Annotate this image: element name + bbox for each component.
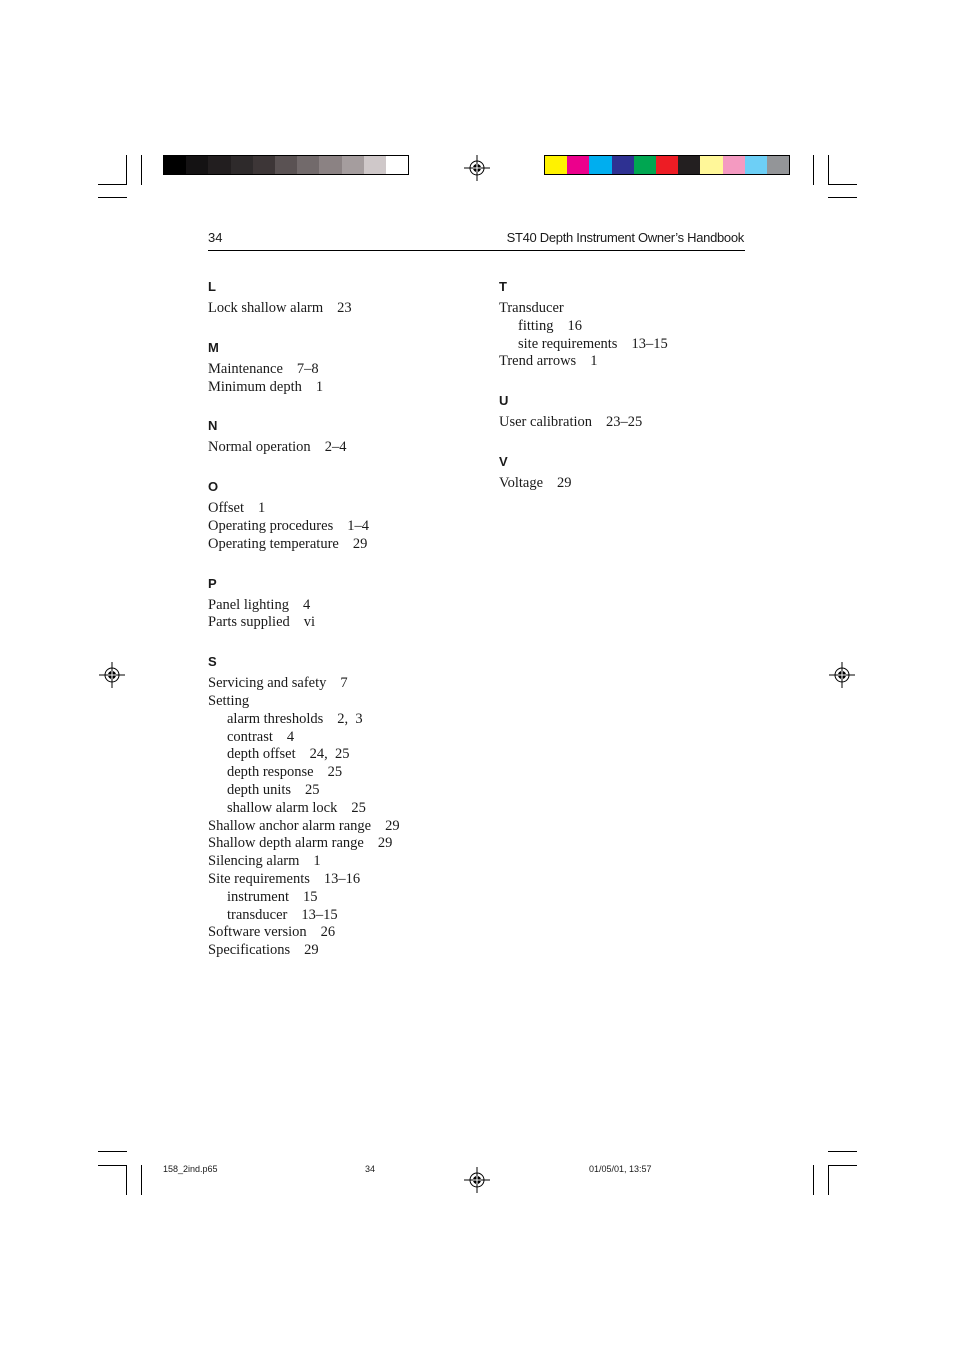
index-page-ref: 26 [320,924,336,941]
color-swatch [767,156,789,174]
index-page-ref: 4 [286,728,295,745]
index-subentry [208,746,468,764]
index-term: User calibration [499,414,593,431]
index-entry [208,924,468,942]
index-term: fitting [518,317,554,334]
color-swatch [700,156,722,174]
color-swatch [386,156,408,174]
index-page-ref: 1 [590,353,598,370]
color-swatch [545,156,567,174]
index-section [499,390,759,432]
index-subentry [208,711,468,729]
index-term: Specifications [208,942,291,959]
index-letter-heading: T [499,279,507,294]
index-subentry [499,318,759,336]
index-term: Parts supplied [208,614,290,631]
index-entry [208,942,468,960]
index-letter-heading: O [208,479,219,495]
index-subentry [208,889,468,907]
color-swatch [231,156,253,174]
index-subentry [208,782,468,800]
index-section [208,573,468,633]
index-entry [208,675,468,693]
index-page-ref: vi [303,614,316,631]
index-term: Minimum depth [208,378,302,395]
index-entry [208,871,468,889]
index-term: Setting [208,692,250,709]
color-swatch [164,156,186,174]
header-rule [208,250,745,251]
index-subentry [208,800,468,818]
registration-mark-icon [99,662,125,688]
index-section [208,337,468,397]
index-page-ref: 29 [352,535,368,552]
index-term: transducer [227,906,288,923]
index-term: instrument [227,888,290,905]
index-term: Shallow depth alarm range [208,835,364,852]
index-subentry [208,729,468,747]
index-term: depth response [227,764,314,781]
index-term: Offset [208,500,244,517]
index-entry [499,475,759,493]
color-swatch [275,156,297,174]
color-swatch [656,156,678,174]
index-page-ref: 25 [351,799,366,816]
color-swatch [589,156,611,174]
index-entry [208,379,468,397]
index-subentry [499,336,759,354]
index-term: Servicing and safety [208,675,327,692]
color-swatch [253,156,275,174]
index-term: Normal operation [208,439,311,456]
running-header-title: ST40 Depth Instrument Owner’s Handbook [506,230,744,245]
index-page-ref: 25 [327,764,343,781]
slug-timestamp: 01/05/01, 13:57 [589,1164,652,1174]
index-entry [208,500,468,518]
index-letter-heading: L [208,279,216,294]
index-term: Transducer [499,300,564,316]
index-page-ref: 1 [257,500,266,517]
index-page-ref: 13–15 [631,335,668,352]
index-term: Silencing alarm [208,853,300,870]
index-page-ref: 23 [337,300,352,316]
index-page-ref: 29 [304,942,319,959]
color-swatch [678,156,700,174]
index-page-ref: 1–4 [347,517,369,534]
index-column-right [499,276,759,512]
index-page-ref: 1 [315,378,324,395]
index-entry [208,835,468,853]
index-page-ref: 24, 25 [309,746,350,763]
index-term: Operating temperature [208,535,339,552]
index-page-ref: 2–4 [324,439,347,456]
index-entry [208,853,468,871]
index-term: site requirements [518,335,618,352]
index-entry [499,300,759,318]
index-section [499,451,759,493]
index-term: Software version [208,924,307,941]
index-entry [208,361,468,379]
color-swatch [567,156,589,174]
grayscale-color-bar [163,155,409,175]
index-page-ref: 29 [385,817,400,834]
index-page-ref: 7 [340,675,348,692]
index-term: Voltage [499,474,544,491]
index-column-left [208,276,468,979]
page-number: 34 [208,230,223,245]
index-term: depth offset [227,746,296,763]
index-term: Operating procedures [208,517,334,534]
color-swatch [634,156,656,174]
index-page-ref: 29 [557,474,572,491]
index-section [208,651,468,960]
registration-mark-icon [464,1167,490,1193]
index-page-ref: 1 [313,853,321,870]
index-entry [208,439,468,457]
index-letter-heading: U [499,393,509,409]
index-section [208,415,468,457]
color-swatch [364,156,386,174]
index-entry [208,818,468,836]
index-entry [208,693,468,711]
index-term: Lock shallow alarm [208,300,324,316]
index-term: contrast [227,728,273,745]
slug-page: 34 [365,1164,376,1174]
color-swatch [319,156,341,174]
index-letter-heading: S [208,654,217,670]
index-page-ref: 23–25 [606,414,643,431]
index-page-ref: 16 [567,317,582,334]
index-letter-heading: M [208,339,219,355]
index-term: Site requirements [208,870,310,887]
index-page-ref: 15 [303,888,318,905]
index-page-ref: 13–16 [323,870,361,887]
slug-filename: 158_2ind.p65 [163,1164,218,1174]
process-color-bar [544,155,790,175]
registration-mark-icon [464,155,490,181]
index-term: Trend arrows [499,353,577,370]
index-entry [208,597,468,615]
index-page-ref: 13–15 [301,906,338,923]
index-section [208,276,468,318]
index-page-ref: 4 [302,596,311,613]
index-term: depth units [227,781,292,798]
index-section [208,476,468,553]
index-page-ref: 25 [305,781,320,798]
index-term: Panel lighting [208,596,289,613]
index-entry [499,414,759,432]
index-entry [208,518,468,536]
index-subentry [208,907,468,925]
color-swatch [723,156,745,174]
index-letter-heading: P [208,575,217,591]
index-term: Shallow anchor alarm range [208,817,372,834]
index-subentry [208,764,468,782]
color-swatch [342,156,364,174]
color-swatch [612,156,634,174]
index-term: alarm thresholds [227,710,324,727]
color-swatch [745,156,767,174]
index-page-ref: 7–8 [296,360,319,377]
color-swatch [208,156,230,174]
color-swatch [297,156,319,174]
index-letter-heading: V [499,453,508,469]
index-entry [499,353,759,371]
index-entry [208,300,468,318]
registration-mark-icon [829,662,855,688]
index-entry [208,536,468,554]
color-swatch [186,156,208,174]
index-term: shallow alarm lock [227,799,338,816]
index-letter-heading: N [208,418,218,434]
index-entry [208,614,468,632]
index-page-ref: 2, 3 [337,710,363,727]
index-section [499,276,759,371]
index-term: Maintenance [208,360,283,377]
index-page-ref: 29 [377,835,393,852]
